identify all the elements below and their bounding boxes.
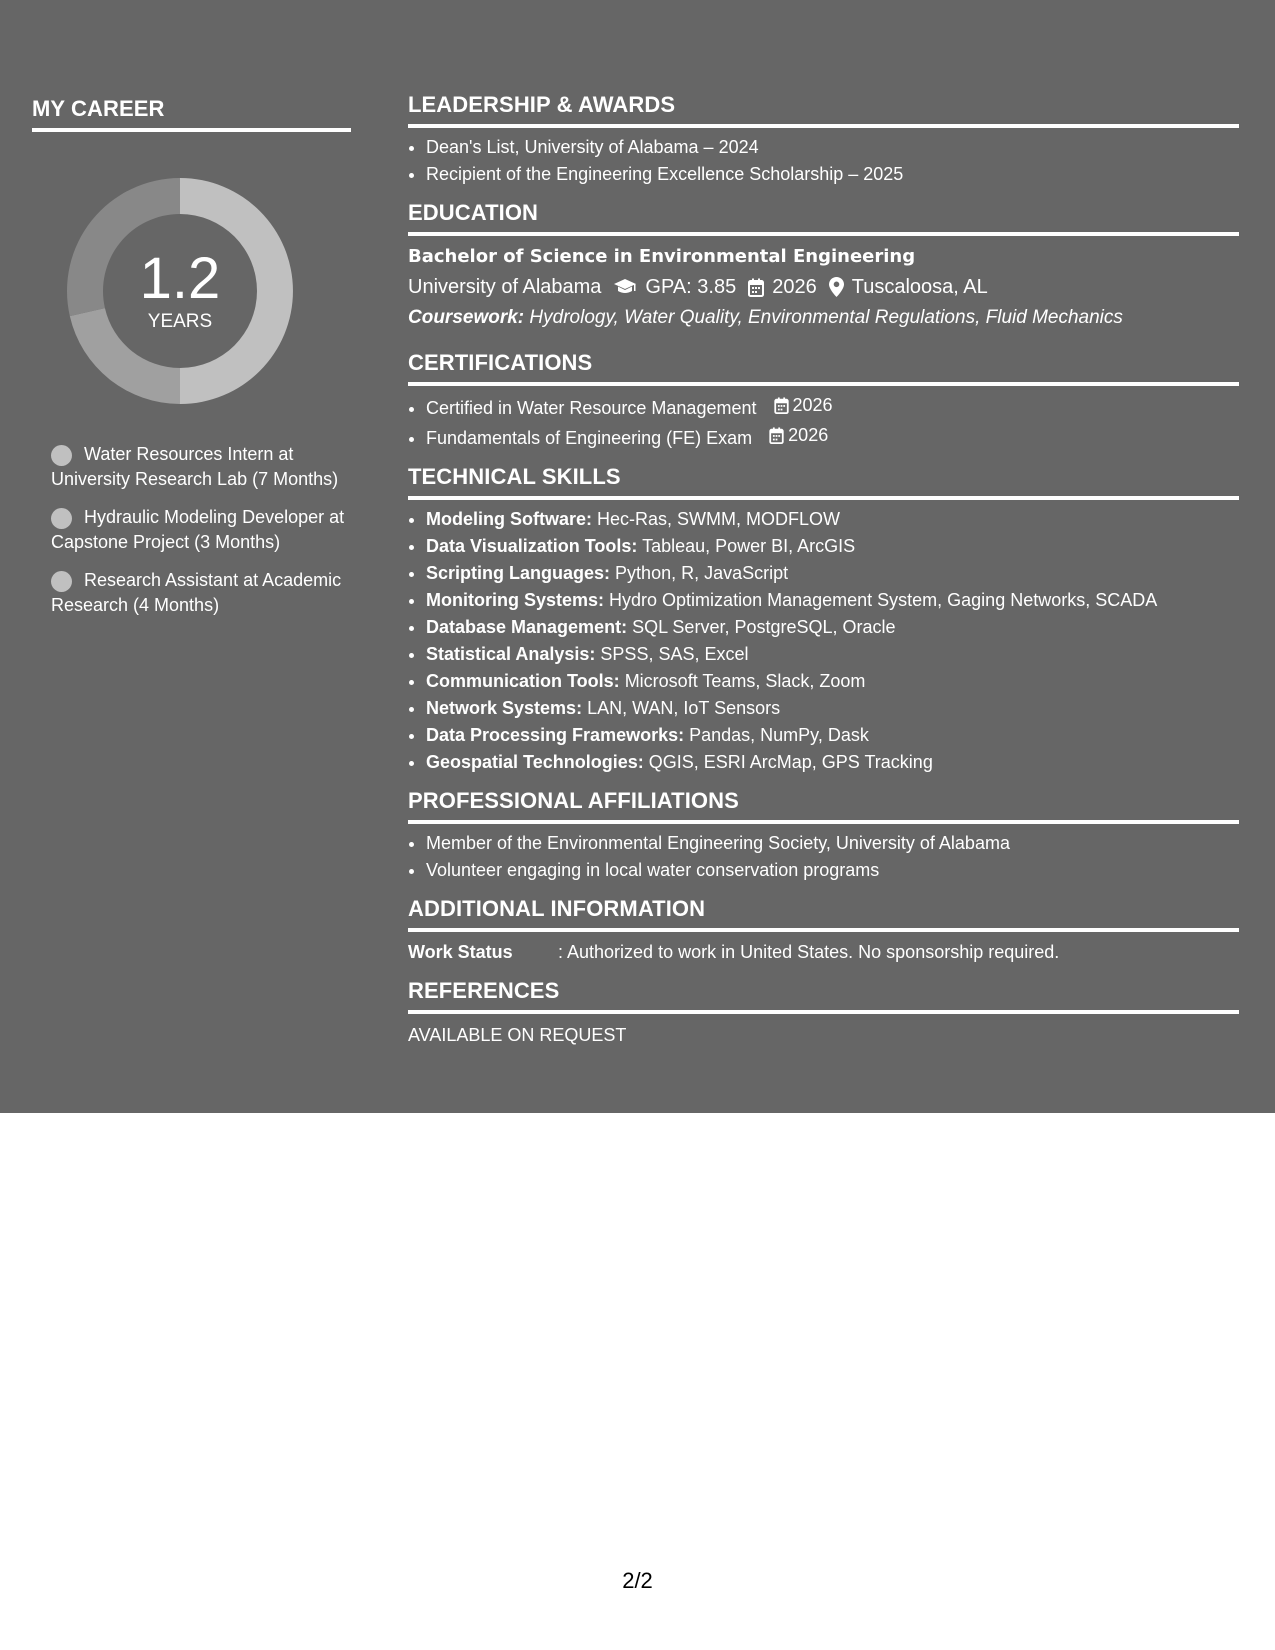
cert-date	[769, 422, 828, 449]
additional-section	[408, 896, 1239, 966]
main-column	[408, 92, 1239, 1062]
career-item-text: Hydraulic Modeling Developer at Capstone Project (3 Months)	[51, 507, 345, 552]
calendar-icon	[769, 427, 784, 444]
school-name: University of Alabama	[408, 276, 602, 298]
skill-value: SPSS, SAS, Excel	[600, 644, 749, 664]
cert-date	[774, 392, 833, 419]
skill-value: Pandas, NumPy, Dask	[689, 725, 869, 745]
education-details	[408, 272, 1239, 302]
graduation-year: 2026	[772, 276, 817, 298]
skill-value: QGIS, ESRI ArcMap, GPS Tracking	[648, 752, 933, 772]
career-list	[51, 442, 351, 617]
skill-item	[426, 641, 1239, 668]
skill-value: LAN, WAN, IoT Sensors	[587, 698, 781, 718]
career-dot-icon	[51, 571, 72, 592]
skill-label: Monitoring Systems:	[426, 590, 605, 610]
certifications-section	[408, 350, 1239, 452]
skill-label: Data Processing Frameworks:	[426, 725, 685, 745]
list-item: • Volunteer engaging in local water conservation programs	[426, 857, 1239, 884]
list-item: • Recipient of the Engineering Excellence Scholarship – 2025	[426, 161, 1239, 188]
career-dot-icon	[51, 508, 72, 529]
page-number: 2/2	[622, 1568, 653, 1593]
skill-item	[426, 506, 1239, 533]
skill-label: Geospatial Technologies:	[426, 752, 644, 772]
skill-item	[426, 614, 1239, 641]
skill-item	[426, 722, 1239, 749]
cert-year: 2026	[788, 425, 829, 445]
coursework-label: Coursework:	[408, 307, 525, 328]
cert-year: 2026	[792, 395, 833, 415]
career-total-unit: YEARS	[147, 311, 213, 332]
affiliations-list	[408, 830, 1239, 884]
skill-value: Hydro Optimization Management System, Gaging Networks, SCADA	[609, 590, 1158, 610]
skill-label: Network Systems:	[426, 698, 583, 718]
donut-center	[65, 176, 295, 406]
skill-label: Data Visualization Tools:	[426, 536, 638, 556]
graduation-cap-icon	[613, 278, 637, 296]
leadership-list	[408, 134, 1239, 188]
list-item: • Member of the Environmental Engineering Society, University of Alabama	[426, 830, 1239, 857]
skills-list	[408, 506, 1239, 776]
skill-value: Tableau, Power BI, ArcGIS	[642, 536, 856, 556]
cert-name: Fundamentals of Engineering (FE) Exam	[426, 428, 753, 448]
skill-label: Statistical Analysis:	[426, 644, 596, 664]
career-item-text: Water Resources Intern at University Research Lab (7 Months)	[51, 444, 339, 489]
skill-label: Database Management:	[426, 617, 628, 637]
affiliations-section	[408, 788, 1239, 884]
skill-value: Microsoft Teams, Slack, Zoom	[624, 671, 866, 691]
skill-value: SQL Server, PostgreSQL, Oracle	[632, 617, 896, 637]
skills-title: TECHNICAL SKILLS	[408, 464, 1239, 500]
skill-value: Hec-Ras, SWMM, MODFLOW	[597, 509, 841, 529]
references-title: REFERENCES	[408, 978, 1239, 1014]
skill-item	[426, 560, 1239, 587]
work-status-value: : Authorized to work in United States. No sponsorship required.	[558, 942, 1060, 962]
calendar-icon	[748, 278, 764, 297]
skill-item	[426, 668, 1239, 695]
certifications-title: CERTIFICATIONS	[408, 350, 1239, 386]
references-section	[408, 978, 1239, 1050]
skill-label: Modeling Software:	[426, 509, 592, 529]
career-title: MY CAREER	[32, 96, 351, 132]
skill-item	[426, 749, 1239, 776]
leadership-title: LEADERSHIP & AWARDS	[408, 92, 1239, 128]
skills-section	[408, 464, 1239, 776]
career-column	[32, 96, 351, 631]
list-item	[426, 422, 1239, 452]
work-status-row	[408, 938, 1239, 966]
career-donut-chart	[65, 176, 295, 406]
career-item-text: Research Assistant at Academic Research (4 Months)	[51, 570, 342, 615]
skill-label: Scripting Languages:	[426, 563, 611, 583]
skill-item	[426, 533, 1239, 560]
degree: Bachelor of Science in Environmental Engineering	[408, 246, 916, 267]
certifications-list	[408, 392, 1239, 452]
affiliations-title: PROFESSIONAL AFFILIATIONS	[408, 788, 1239, 824]
career-total-value: 1.2	[139, 246, 221, 311]
career-item	[51, 505, 351, 554]
skill-item	[426, 695, 1239, 722]
education-section	[408, 200, 1239, 334]
school-location: Tuscaloosa, AL	[851, 276, 988, 298]
skill-label: Communication Tools:	[426, 671, 620, 691]
education-title: EDUCATION	[408, 200, 1239, 236]
coursework	[408, 302, 1239, 334]
skill-item	[426, 587, 1239, 614]
career-item	[51, 568, 351, 617]
work-status-label: Work Status	[408, 942, 513, 962]
location-pin-icon	[829, 277, 844, 297]
coursework-list: Hydrology, Water Quality, Environmental Regulations, Fluid Mechanics	[529, 307, 1123, 328]
cert-name: Certified in Water Resource Management	[426, 398, 757, 418]
career-item	[51, 442, 351, 491]
additional-title: ADDITIONAL INFORMATION	[408, 896, 1239, 932]
gpa: GPA: 3.85	[645, 276, 737, 298]
list-item: • Dean's List, University of Alabama – 2024	[426, 134, 1239, 161]
career-dot-icon	[51, 445, 72, 466]
calendar-icon	[774, 397, 789, 414]
list-item	[426, 392, 1239, 422]
references-text: AVAILABLE ON REQUEST	[408, 1025, 627, 1045]
skill-value: Python, R, JavaScript	[615, 563, 789, 583]
leadership-section	[408, 92, 1239, 188]
